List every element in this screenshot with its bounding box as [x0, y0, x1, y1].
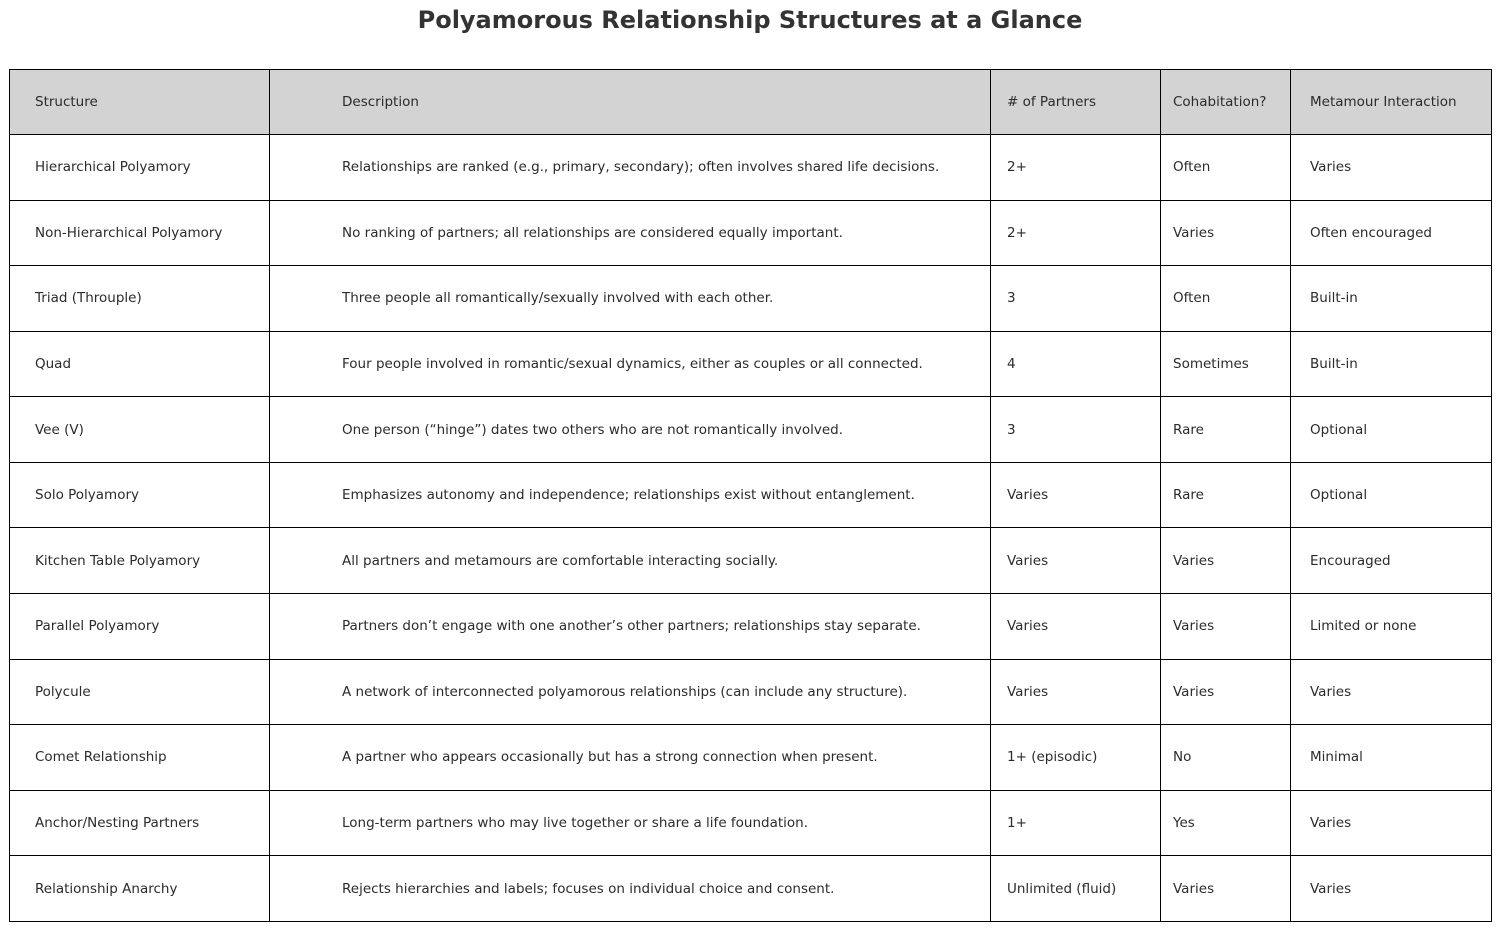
cell-partners: Unlimited (fluid) [991, 856, 1161, 922]
cell-metamour: Optional [1291, 397, 1492, 463]
cell-cohabitation: Varies [1161, 659, 1291, 725]
cell-cohabitation: Varies [1161, 200, 1291, 266]
column-header-structure: Structure [10, 70, 270, 135]
cell-description: A network of interconnected polyamorous relationships (can include any structure). [270, 659, 991, 725]
cell-partners: 2+ [991, 135, 1161, 201]
cell-cohabitation: Often [1161, 266, 1291, 332]
cell-metamour: Optional [1291, 462, 1492, 528]
cell-partners: 3 [991, 397, 1161, 463]
cell-structure: Parallel Polyamory [10, 594, 270, 660]
cell-cohabitation: Yes [1161, 790, 1291, 856]
column-header-cohabitation: Cohabitation? [1161, 70, 1291, 135]
table-row [10, 135, 1492, 201]
cell-metamour: Varies [1291, 659, 1492, 725]
cell-metamour: Built-in [1291, 331, 1492, 397]
cell-structure: Hierarchical Polyamory [10, 135, 270, 201]
table-row [10, 659, 1492, 725]
cell-description: No ranking of partners; all relationships are considered equally important. [270, 200, 991, 266]
cell-partners: 4 [991, 331, 1161, 397]
cell-partners: 2+ [991, 200, 1161, 266]
cell-partners: 1+ [991, 790, 1161, 856]
cell-partners: Varies [991, 528, 1161, 594]
table-header [10, 70, 1492, 135]
cell-description: Four people involved in romantic/sexual dynamics, either as couples or all connected. [270, 331, 991, 397]
table-row [10, 790, 1492, 856]
header-row [10, 70, 1492, 135]
cell-structure: Anchor/Nesting Partners [10, 790, 270, 856]
cell-partners: Varies [991, 462, 1161, 528]
cell-description: All partners and metamours are comfortable interacting socially. [270, 528, 991, 594]
cell-cohabitation: Often [1161, 135, 1291, 201]
table-row [10, 397, 1492, 463]
cell-metamour: Varies [1291, 790, 1492, 856]
cell-cohabitation: Sometimes [1161, 331, 1291, 397]
cell-cohabitation: Rare [1161, 462, 1291, 528]
cell-structure: Triad (Throuple) [10, 266, 270, 332]
cell-cohabitation: Varies [1161, 528, 1291, 594]
cell-metamour: Minimal [1291, 725, 1492, 791]
table-title: Polyamorous Relationship Structures at a Glance [417, 6, 1083, 34]
column-header-partners: # of Partners [991, 70, 1161, 135]
cell-description: Three people all romantically/sexually involved with each other. [270, 266, 991, 332]
table-body [10, 135, 1492, 922]
table-row [10, 725, 1492, 791]
cell-cohabitation: Rare [1161, 397, 1291, 463]
table-row [10, 528, 1492, 594]
table-row [10, 594, 1492, 660]
cell-structure: Relationship Anarchy [10, 856, 270, 922]
cell-structure: Kitchen Table Polyamory [10, 528, 270, 594]
cell-metamour: Built-in [1291, 266, 1492, 332]
cell-cohabitation: Varies [1161, 856, 1291, 922]
structures-table [9, 69, 1492, 922]
table-row [10, 200, 1492, 266]
cell-structure: Vee (V) [10, 397, 270, 463]
cell-description: One person (“hinge”) dates two others who are not romantically involved. [270, 397, 991, 463]
cell-cohabitation: No [1161, 725, 1291, 791]
cell-structure: Non-Hierarchical Polyamory [10, 200, 270, 266]
cell-structure: Quad [10, 331, 270, 397]
cell-metamour: Often encouraged [1291, 200, 1492, 266]
cell-metamour: Encouraged [1291, 528, 1492, 594]
table-row [10, 856, 1492, 922]
table-row [10, 462, 1492, 528]
cell-metamour: Varies [1291, 135, 1492, 201]
cell-description: Relationships are ranked (e.g., primary, secondary); often involves shared life decisions. [270, 135, 991, 201]
cell-description: Rejects hierarchies and labels; focuses on individual choice and consent. [270, 856, 991, 922]
cell-description: Emphasizes autonomy and independence; relationships exist without entanglement. [270, 462, 991, 528]
cell-partners: 3 [991, 266, 1161, 332]
cell-description: Partners don’t engage with one another’s other partners; relationships stay separate. [270, 594, 991, 660]
column-header-description: Description [270, 70, 991, 135]
cell-metamour: Varies [1291, 856, 1492, 922]
cell-description: A partner who appears occasionally but has a strong connection when present. [270, 725, 991, 791]
cell-partners: Varies [991, 594, 1161, 660]
cell-structure: Comet Relationship [10, 725, 270, 791]
cell-structure: Polycule [10, 659, 270, 725]
table-row [10, 331, 1492, 397]
cell-partners: Varies [991, 659, 1161, 725]
cell-description: Long-term partners who may live together or share a life foundation. [270, 790, 991, 856]
column-header-metamour: Metamour Interaction [1291, 70, 1492, 135]
cell-partners: 1+ (episodic) [991, 725, 1161, 791]
cell-structure: Solo Polyamory [10, 462, 270, 528]
table-row [10, 266, 1492, 332]
cell-metamour: Limited or none [1291, 594, 1492, 660]
cell-cohabitation: Varies [1161, 594, 1291, 660]
